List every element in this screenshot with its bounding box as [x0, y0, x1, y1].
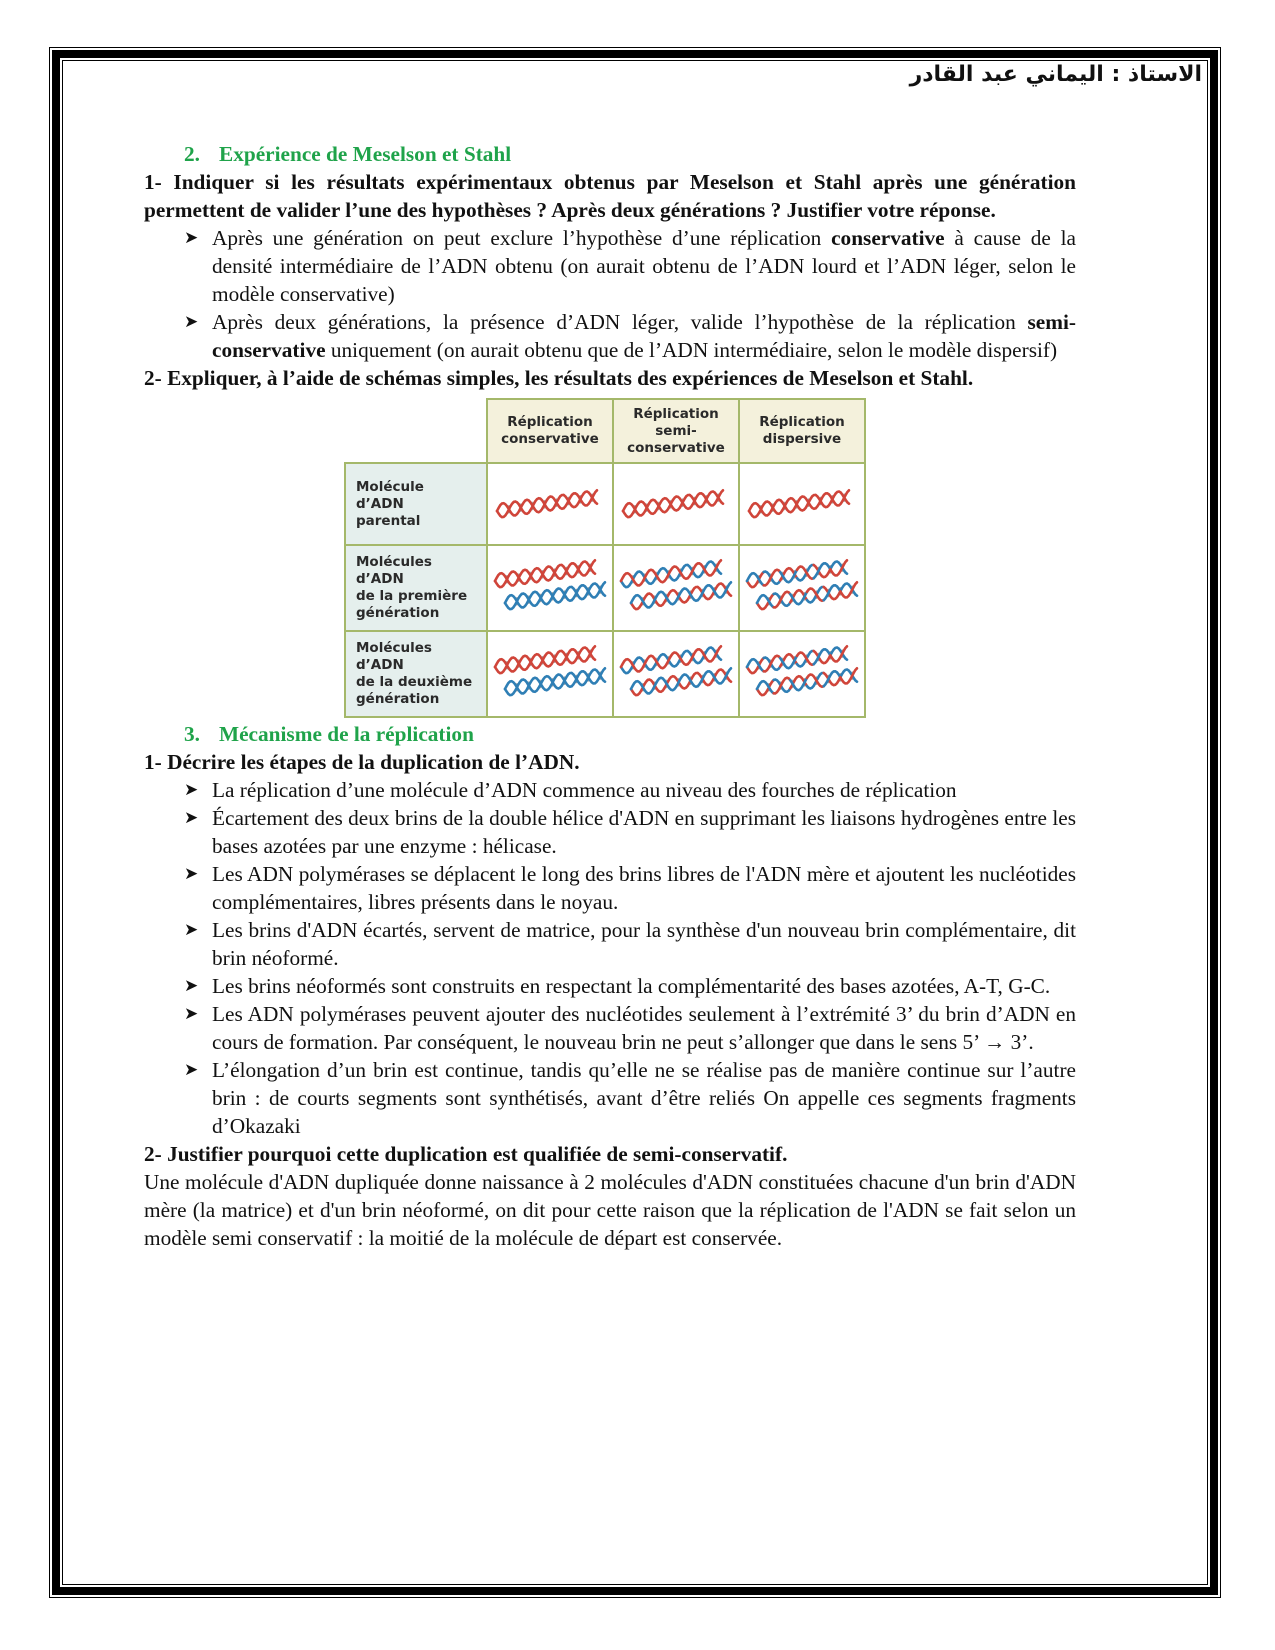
dna-strand — [656, 500, 673, 512]
dna-helix-icon — [743, 637, 861, 711]
row-header-line: Molécule — [356, 478, 424, 495]
dna-strand — [654, 656, 671, 668]
column-header-line: conservative — [627, 439, 725, 456]
row-header-line: d’ADN — [356, 571, 404, 587]
column-header-line: Réplication — [759, 414, 845, 430]
list-item — [184, 308, 1076, 364]
dna-diagram-cell — [487, 545, 613, 631]
column-header-line: semi- — [655, 422, 697, 439]
dna-strand — [530, 500, 547, 512]
answer-paragraph: Une molécule d'ADN dupliquée donne naissance à 2 molécules d'ADN constituées chacune d'un brin d'ADN mère (la matrice) et d'un brin néoformé, on dit pour cette raison que la réplication de l'ADN se fait selon un modèle semi conservatif : la moitié de la molécule de départ est conservée. — [144, 1170, 1076, 1250]
list-item — [184, 1000, 1076, 1056]
row-header — [345, 631, 487, 717]
dna-strand — [654, 570, 671, 582]
column-header-line: conservative — [501, 431, 599, 447]
item-text: Les ADN polymérases peuvent ajouter des nucléotides seulement à l’extrémité 3’ du brin d’ADN en cours de formation. Par conséquent, le nouveau brin ne peut s’allonger que dans le sens 5’ → 3’. — [212, 1002, 1076, 1054]
list-item — [184, 860, 1076, 916]
item-text: La réplication d’une molécule d’ADN commence au niveau des fourches de réplication — [212, 778, 957, 802]
dna-strand — [528, 656, 545, 668]
row-header-line: Molécules — [356, 554, 432, 570]
replication-steps-list — [144, 776, 1076, 1140]
item-text: Après deux générations, la présence d’ADN léger, valide l’hypothèse de la réplication — [212, 310, 1028, 334]
dna-helix-icon — [617, 637, 735, 711]
author-header: الاستاذ : اليماني عبد القادر — [909, 62, 1202, 87]
row-header-line: de la première — [356, 588, 468, 604]
dna-strand — [538, 592, 555, 604]
dna-strand — [664, 678, 681, 690]
dna-strand — [664, 592, 681, 604]
list-item — [184, 804, 1076, 860]
arrow-bullet-icon: ➤ — [184, 780, 199, 800]
dna-diagram-cell — [739, 463, 865, 545]
table-row — [345, 545, 865, 631]
column-header — [739, 399, 865, 463]
list-item — [184, 776, 1076, 804]
item-bold-term: semi-conservative — [212, 310, 1076, 362]
column-header — [487, 399, 613, 463]
item-text: Écartement des deux brins de la double hélice d'ADN en supprimant les liaisons hydrogènes entre les bases azotées par une enzyme : hélicase. — [212, 806, 1076, 858]
dna-diagram-cell — [613, 463, 739, 545]
row-header-line: d’ADN — [356, 657, 404, 673]
table-row — [345, 631, 865, 717]
dna-helix-icon — [491, 551, 609, 625]
section-title-text: Mécanisme de la réplication — [219, 722, 474, 746]
arrow-bullet-icon: ➤ — [184, 864, 199, 884]
list-item — [184, 916, 1076, 972]
q1-answer-list — [144, 224, 1076, 364]
row-header-line: génération — [356, 691, 440, 707]
dna-diagram-cell — [613, 631, 739, 717]
replication-models-figure — [344, 398, 874, 716]
item-bold-term: conservative — [831, 226, 945, 250]
section-number: 2. — [184, 142, 200, 166]
section-2-title — [184, 140, 1076, 168]
table-row — [345, 463, 865, 545]
section-number: 3. — [184, 722, 200, 746]
item-text: Les brins néoformés sont construits en respectant la complémentarité des bases azotées, A-T, G-C. — [212, 974, 1051, 998]
section-title-text: Expérience de Meselson et Stahl — [219, 142, 512, 166]
item-text: uniquement (on aurait obtenu que de l’ADN intermédiaire, selon le modèle dispersif) — [325, 338, 1058, 362]
item-text: à cause de la densité intermédiaire de l’ADN obtenu (on aurait obtenu de l’ADN lourd et l’ADN léger, selon le modèle conservative) — [212, 226, 1076, 306]
question-3-1: 1- Décrire les étapes de la duplication de l’ADN. — [144, 750, 580, 774]
dna-helix-icon — [743, 479, 861, 529]
arrow-bullet-icon: ➤ — [184, 920, 199, 940]
question-2: 2- Expliquer, à l’aide de schémas simples, les résultats des expériences de Meselson et Stahl. — [144, 366, 974, 390]
arrow-bullet-icon: ➤ — [184, 976, 199, 996]
arrow-bullet-icon: ➤ — [184, 312, 199, 332]
row-header-line: parental — [356, 512, 421, 529]
item-text: Après une génération on peut exclure l’hypothèse d’une réplication — [212, 226, 832, 250]
dna-strand — [790, 678, 807, 690]
row-header-line: d’ADN — [356, 495, 404, 512]
row-header-line: de la deuxième — [356, 674, 473, 690]
dna-strand — [528, 570, 545, 582]
row-header — [345, 545, 487, 631]
dna-diagram-cell — [739, 545, 865, 631]
dna-strand — [538, 678, 555, 690]
dna-helix-icon — [617, 479, 735, 529]
column-header — [613, 399, 739, 463]
column-header-line: Réplication — [507, 414, 593, 430]
dna-diagram-cell — [613, 545, 739, 631]
arrow-bullet-icon: ➤ — [184, 228, 199, 248]
list-item — [184, 972, 1076, 1000]
column-header-line: Réplication — [633, 405, 719, 422]
list-item — [184, 1056, 1076, 1140]
dna-helix-icon — [743, 551, 861, 625]
column-header-line: dispersive — [762, 431, 842, 447]
dna-diagram-cell — [487, 631, 613, 717]
section-3-title — [184, 720, 1076, 748]
arrow-bullet-icon: ➤ — [184, 808, 199, 828]
row-header — [345, 463, 487, 545]
row-header-line: génération — [356, 605, 440, 621]
table-corner — [345, 399, 487, 463]
replication-models-table — [344, 398, 866, 718]
arrow-bullet-icon: ➤ — [184, 1060, 199, 1080]
dna-diagram-cell — [739, 631, 865, 717]
dna-strand — [780, 656, 797, 668]
dna-strand — [780, 570, 797, 582]
dna-helix-icon — [617, 551, 735, 625]
item-text: L’élongation d’un brin est continue, tandis qu’elle ne se réalise pas de manière continue sur l’autre brin : de courts segments sont synthétisés, avant d’être reliés On appelle ces segments fragments d’Okazaki — [212, 1058, 1076, 1138]
document-body — [144, 140, 1076, 1252]
dna-helix-icon — [491, 637, 609, 711]
dna-strand — [790, 592, 807, 604]
item-text: Les ADN polymérases se déplacent le long des brins libres de l'ADN mère et ajoutent les nucléotides complémentaires, libres présents dans le noyau. — [212, 862, 1076, 914]
question-1: 1- Indiquer si les résultats expérimentaux obtenus par Meselson et Stahl après une génération permettent de valider l’une des hypothèses ? Après deux générations ? Justifier votre réponse. — [144, 170, 1076, 222]
list-item — [184, 224, 1076, 308]
dna-diagram-cell — [487, 463, 613, 545]
row-header-line: Molécules — [356, 640, 432, 656]
dna-strand — [782, 500, 799, 512]
dna-helix-icon — [491, 479, 609, 529]
table-header-row — [345, 399, 865, 463]
arrow-bullet-icon: ➤ — [184, 1004, 199, 1024]
item-text: Les brins d'ADN écartés, servent de matrice, pour la synthèse d'un nouveau brin complémentaire, dit brin néoformé. — [212, 918, 1076, 970]
question-3-2: 2- Justifier pourquoi cette duplication est qualifiée de semi-conservatif. — [144, 1142, 788, 1166]
